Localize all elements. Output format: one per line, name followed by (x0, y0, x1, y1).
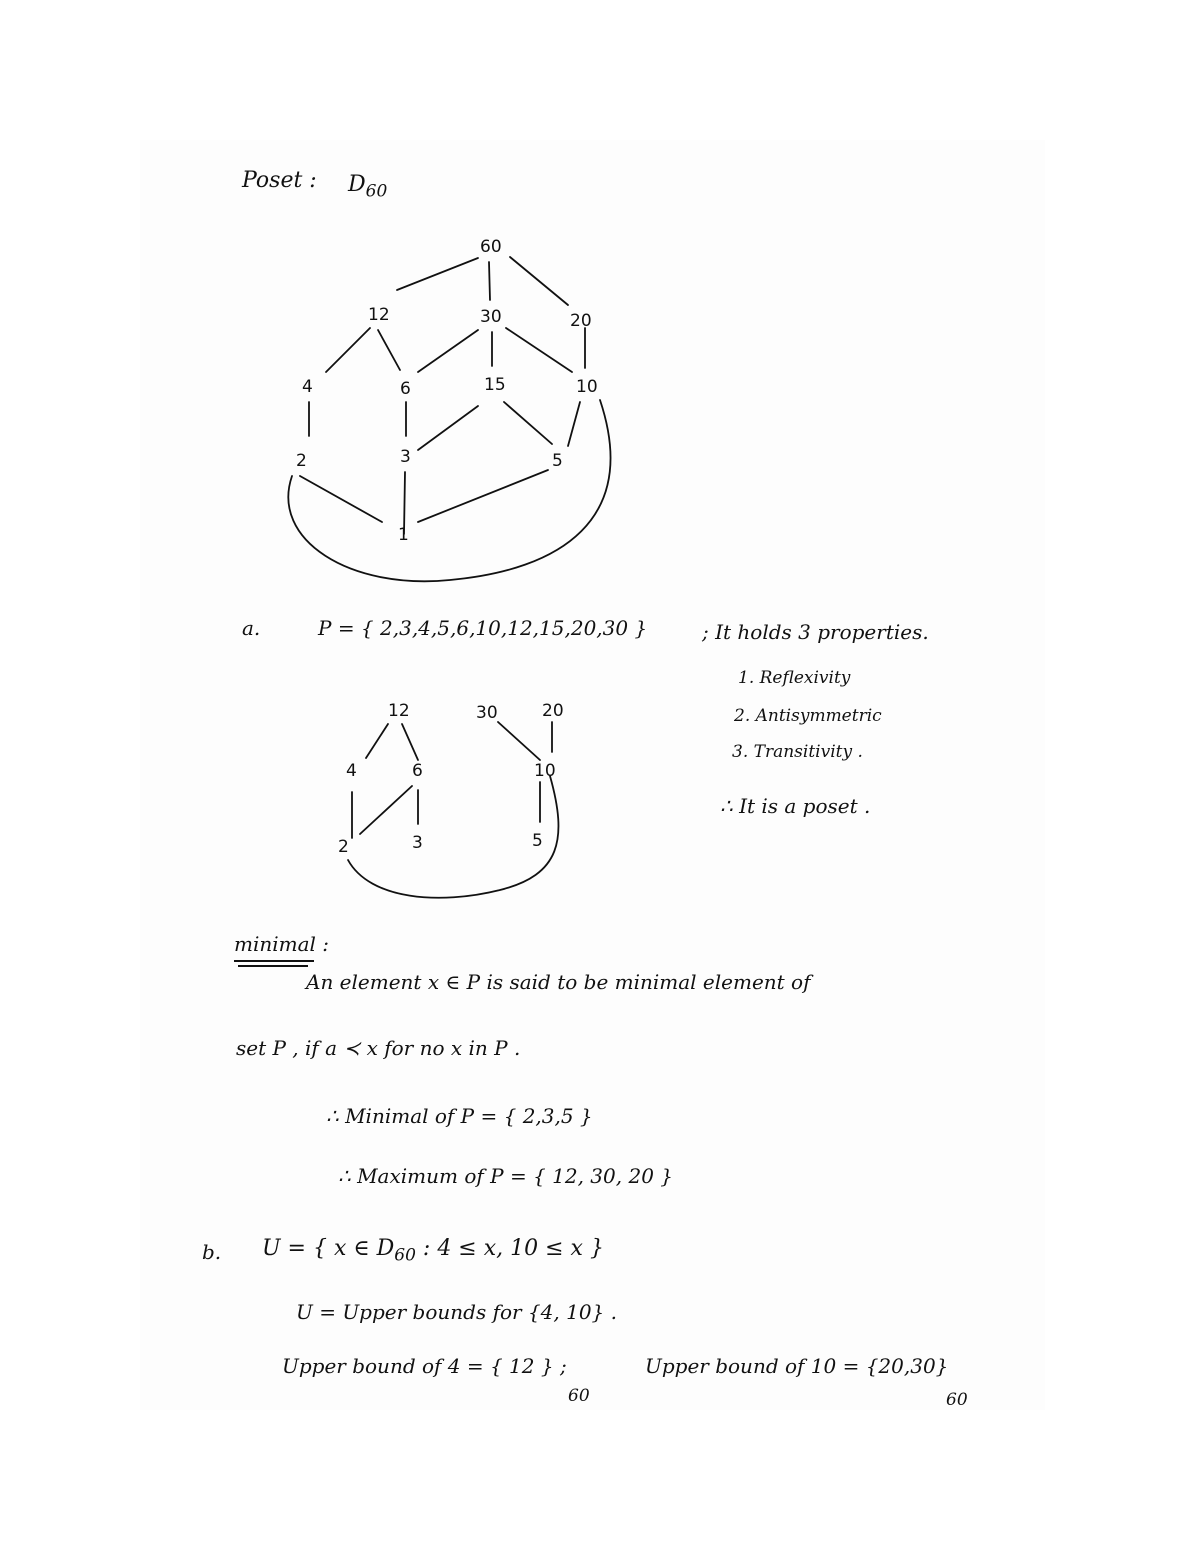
heading-underline-2 (238, 965, 308, 967)
set-u-subscript: 60 (394, 1245, 416, 1266)
edge-30-10 (498, 722, 540, 760)
maximum-of-p: ∴ Maximum of P = { 12, 30, 20 } (338, 1164, 673, 1188)
node-6: 6 (400, 379, 411, 399)
node-6: 6 (412, 761, 423, 781)
edge-10-2-curve (348, 776, 558, 898)
set-p-definition: P = { 2,3,4,5,6,10,12,15,20,30 } (318, 616, 648, 640)
poset-heading: Poset : (242, 168, 317, 193)
upper-bound-of-4-subscript: 60 (568, 1386, 590, 1406)
part-a-label: a. (242, 616, 261, 640)
upper-bound-of-10: Upper bound of 10 = {20,30} (645, 1354, 949, 1378)
node-60: 60 (480, 237, 502, 257)
property-antisymmetric: 2. Antisymmetric (734, 706, 882, 726)
poset-conclusion: ∴ It is a poset . (720, 794, 871, 818)
upper-bounds-line: U = Upper bounds for {4, 10} . (296, 1300, 617, 1324)
set-name-letter: D (348, 172, 366, 197)
node-2: 2 (338, 837, 349, 857)
property-reflexivity: 1. Reflexivity (738, 668, 851, 688)
set-u-start: U = { x ∈ D (262, 1236, 395, 1261)
set-name-subscript: 60 (365, 181, 388, 202)
minimal-definition-line-2: set P , if a ≺ x for no x in P . (236, 1036, 521, 1060)
properties-note: ; It holds 3 properties. (702, 620, 929, 644)
edge-12-4 (366, 724, 388, 758)
node-1: 1 (398, 525, 409, 545)
node-15: 15 (484, 375, 506, 395)
node-10: 10 (576, 377, 598, 397)
minimal-heading: minimal : (234, 932, 330, 956)
node-10: 10 (534, 761, 556, 781)
node-4: 4 (346, 761, 357, 781)
minimal-of-p: ∴ Minimal of P = { 2,3,5 } (326, 1104, 593, 1128)
node-30: 30 (480, 307, 502, 327)
property-transitivity: 3. Transitivity . (732, 742, 863, 762)
node-5: 5 (532, 831, 543, 851)
node-2: 2 (296, 451, 307, 471)
node-5: 5 (552, 451, 563, 471)
node-20: 20 (570, 311, 592, 331)
node-3: 3 (412, 833, 423, 853)
node-30: 30 (476, 703, 498, 723)
node-3: 3 (400, 447, 411, 467)
upper-bound-of-4: Upper bound of 4 = { 12 } ; (282, 1354, 567, 1378)
set-u-rest: : 4 ≤ x, 10 ≤ x } (415, 1236, 604, 1261)
upper-bound-of-10-subscript: 60 (946, 1390, 968, 1410)
minimal-definition-line-1: An element x ∈ P is said to be minimal element of (306, 970, 811, 994)
heading-underline (234, 960, 314, 962)
node-4: 4 (302, 377, 313, 397)
edge-12-6 (402, 724, 418, 760)
part-b-label: b. (202, 1240, 222, 1264)
node-12: 12 (368, 305, 390, 325)
node-20: 20 (542, 701, 564, 721)
node-12: 12 (388, 701, 410, 721)
edge-6-2 (360, 786, 412, 834)
set-u-definition (262, 1236, 604, 1265)
